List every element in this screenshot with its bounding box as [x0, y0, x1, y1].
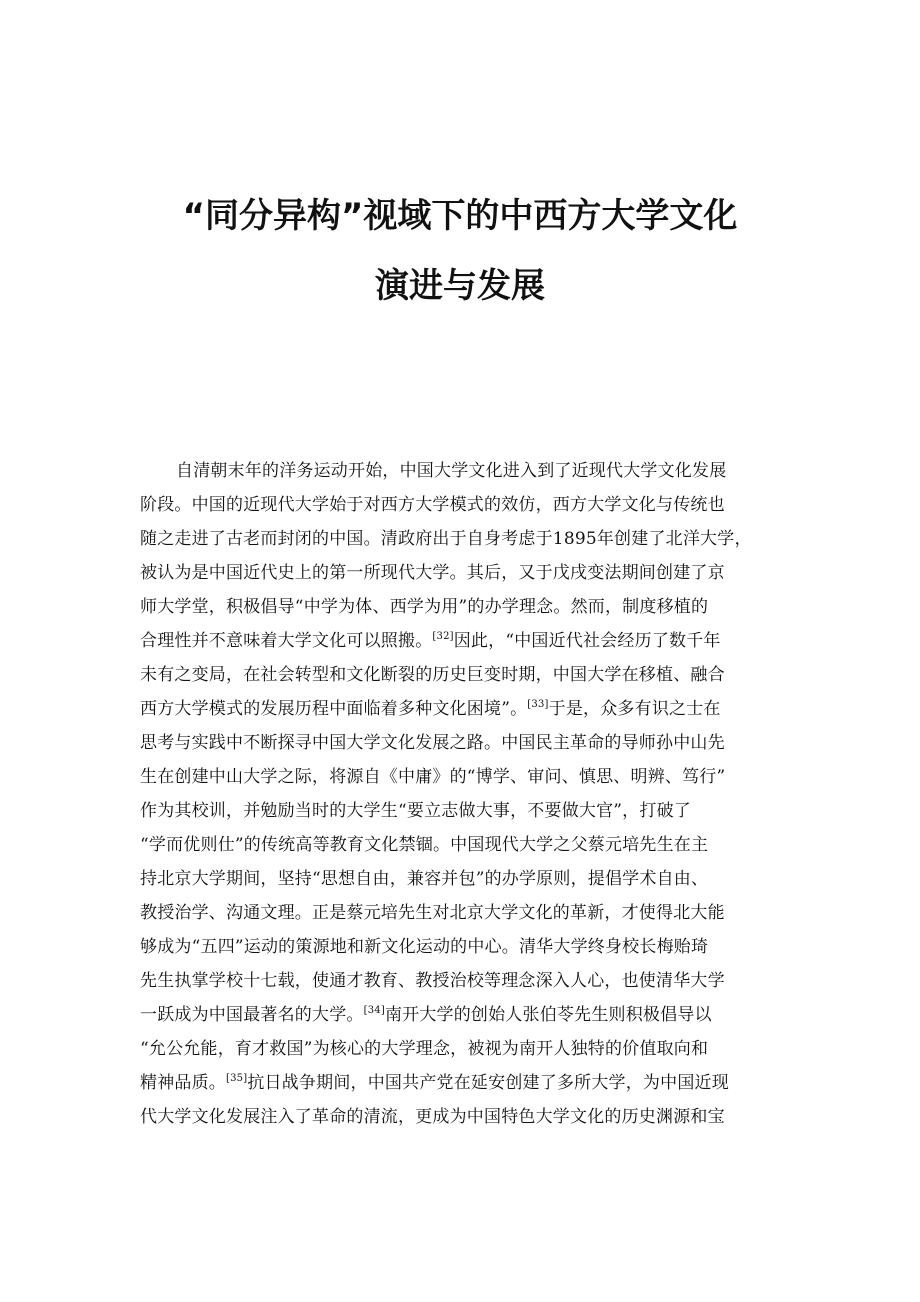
text-line: 作为其校训，并勉励当时的大学生“要立志做大事，不要做大官”，打破了 [140, 801, 691, 821]
text-line: 思考与实践中不断探寻中国大学文化发展之路。中国民主革命的导师孙中山先 [140, 733, 725, 753]
citation-ref: [33] [527, 699, 549, 710]
text-line: 持北京大学期间，坚持“思想自由，兼容并包”的办学原则，提倡学术自由、 [140, 869, 709, 889]
text-segment: 于是，众多有识之士在 [548, 699, 721, 719]
text-line [140, 998, 790, 1032]
text-line: 够成为“五四”运动的策源地和新文化运动的中心。清华大学终身校长梅贻琦 [140, 937, 709, 957]
text-segment: 西方大学模式的发展历程中面临着多种文化困境”。 [140, 699, 528, 719]
text-line: 随之走进了古老而封闭的中国。清政府出于自身考虑于1895年创建了北洋大学， [140, 529, 752, 549]
text-line: 代大学文化发展注入了革命的清流，更成为中国特色大学文化的历史渊源和宝 [140, 1107, 725, 1127]
text-line: “学而优则仕”的传统高等教育文化禁锢。中国现代大学之父蔡元培先生在主 [140, 835, 709, 855]
text-line: 未有之变局，在社会转型和文化断裂的历史巨变时期，中国大学在移植、融合 [140, 665, 725, 685]
citation-ref: [35] [226, 1073, 248, 1084]
text-line: “允公允能，育才救国”为核心的大学理念，被视为南开人独特的价值取向和 [140, 1039, 709, 1059]
text-line: 自清朝末年的洋务运动开始，中国大学文化进入到了近现代大学文化发展 [176, 461, 727, 481]
citation-ref: [34] [363, 1005, 385, 1016]
text-line: 阶段。中国的近现代大学始于对西方大学模式的效仿，西方大学文化与传统也 [140, 495, 725, 515]
text-line [140, 692, 790, 726]
text-line: 生在创建中山大学之际，将源自《中庸》的“博学、审问、慎思、明辨、笃行” [140, 767, 726, 787]
citation-ref: [32] [432, 631, 454, 642]
text-segment: 精神品质。 [140, 1073, 226, 1093]
text-segment: 合理性并不意味着大学文化可以照搬。 [140, 631, 433, 651]
text-line: 教授治学、沟通文理。正是蔡元培先生对北京大学文化的革新，才使得北大能 [140, 903, 725, 923]
text-segment: 抗日战争期间，中国共产党在延安创建了多所大学，为中国近现 [247, 1073, 729, 1093]
text-line: 被认为是中国近代史上的第一所现代大学。其后，又于戊戌变法期间创建了京 [140, 563, 725, 583]
text-segment: 南开大学的创始人张伯苓先生则积极倡导以 [384, 1005, 712, 1025]
text-segment: 一跃成为中国最著名的大学。 [140, 1005, 364, 1025]
text-segment: 因此，“中国近代社会经历了数千年 [453, 631, 721, 651]
text-line: 先生执掌学校十七载，使通才教育、教授治校等理念深入人心，也使清华大学 [140, 971, 725, 991]
text-line [140, 624, 790, 658]
document-title-line-2: 演进与发展 [375, 266, 545, 306]
body-text [140, 454, 790, 1134]
text-line [140, 1066, 790, 1100]
text-line: 师大学堂，积极倡导“中学为体、西学为用”的办学理念。然而，制度移植的 [140, 597, 709, 617]
document-title-line-1: “同分异构”视域下的中西方大学文化 [182, 196, 738, 236]
